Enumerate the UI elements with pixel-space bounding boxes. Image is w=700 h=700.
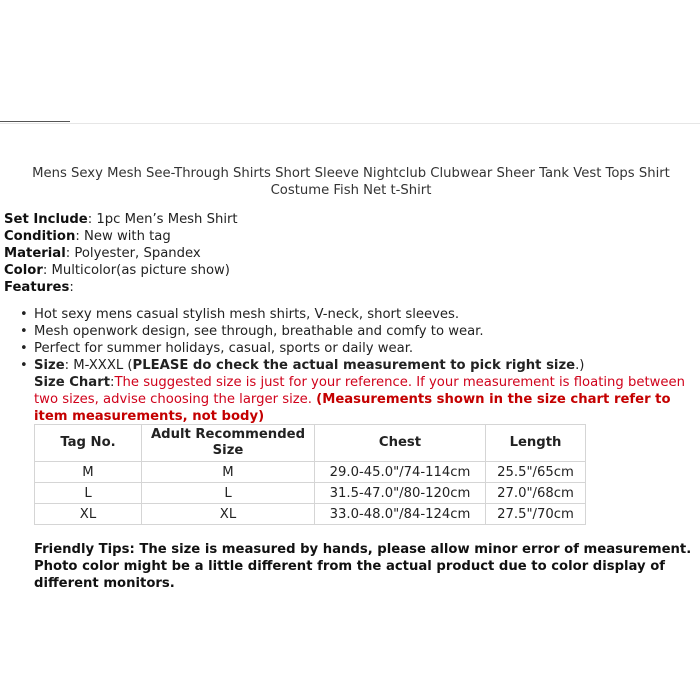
bullet-icon: •: [20, 307, 28, 322]
table-cell: 33.0-48.0"/84-124cm: [315, 504, 486, 525]
table-cell: L: [142, 483, 315, 504]
size-note-end: .): [575, 358, 585, 373]
feature-text: Perfect for summer holidays, casual, sports or daily wear.: [34, 341, 414, 356]
property-value: :: [69, 280, 74, 295]
size-chart-warning: (Measurements shown in the size chart refer to item measurements, not body): [34, 392, 671, 424]
features-list: [17, 306, 697, 374]
table-cell: 27.5"/70cm: [486, 504, 586, 525]
table-cell: M: [35, 462, 142, 483]
property-label: Set Include: [4, 212, 88, 227]
list-item: [17, 323, 697, 340]
size-chart-label: Size Chart: [34, 375, 111, 390]
product-properties: [4, 211, 238, 296]
list-item: [17, 357, 697, 374]
column-header: Chest: [315, 425, 486, 462]
list-item: [17, 306, 697, 323]
property-color: [4, 262, 238, 279]
table-cell: 27.0"/68cm: [486, 483, 586, 504]
size-value: : M-XXXL (: [64, 358, 133, 373]
property-label: Features: [4, 280, 70, 295]
property-features: [4, 279, 238, 296]
column-header: Tag No.: [35, 425, 142, 462]
table-cell: 29.0-45.0"/74-114cm: [315, 462, 486, 483]
property-value: : New with tag: [75, 229, 171, 244]
size-chart-colon: :: [110, 375, 115, 390]
friendly-tips: Friendly Tips: The size is measured by hands, please allow minor error of measurement. Photo color might be a little different from the actual product due to color display of different monitors.: [34, 542, 692, 591]
table-cell: XL: [35, 504, 142, 525]
property-label: Condition: [4, 229, 76, 244]
bullet-icon: •: [20, 324, 28, 339]
divider: [0, 123, 700, 124]
property-material: [4, 245, 238, 262]
table-cell: L: [35, 483, 142, 504]
size-chart-advice: The suggested size is just for your reference. If your measurement is floating between two sizes, advise choosing the larger size.: [34, 375, 685, 407]
bullet-icon: •: [20, 358, 28, 373]
size-note: PLEASE do check the actual measurement to pick right size: [132, 358, 576, 373]
table-cell: M: [142, 462, 315, 483]
property-value: : Multicolor(as picture show): [42, 263, 230, 278]
property-value: : 1pc Men’s Mesh Shirt: [87, 212, 238, 227]
size-chart-note: [34, 374, 696, 425]
table-row: [35, 483, 586, 504]
table-cell: 31.5-47.0"/80-120cm: [315, 483, 486, 504]
table-cell: XL: [142, 504, 315, 525]
size-label: Size: [34, 358, 65, 373]
table-header-row: [35, 425, 586, 462]
feature-text: Mesh openwork design, see through, breathable and comfy to wear.: [34, 324, 484, 339]
list-item: [17, 340, 697, 357]
bullet-icon: •: [20, 341, 28, 356]
property-value: : Polyester, Spandex: [65, 246, 201, 261]
table-row: [35, 504, 586, 525]
table-cell: 25.5"/65cm: [486, 462, 586, 483]
property-label: Material: [4, 246, 66, 261]
property-condition: [4, 228, 238, 245]
table-row: [35, 462, 586, 483]
product-title: Mens Sexy Mesh See-Through Shirts Short Sleeve Nightclub Clubwear Sheer Tank Vest Tops Shirt Costume Fish Net t-Shirt: [32, 166, 670, 198]
column-header: Adult Recommended Size: [142, 425, 315, 462]
feature-text: Hot sexy mens casual stylish mesh shirts, V-neck, short sleeves.: [34, 307, 460, 322]
decorative-line: [0, 121, 70, 122]
column-header: Length: [486, 425, 586, 462]
size-table: [34, 424, 586, 525]
property-set-include: [4, 211, 238, 228]
property-label: Color: [4, 263, 43, 278]
